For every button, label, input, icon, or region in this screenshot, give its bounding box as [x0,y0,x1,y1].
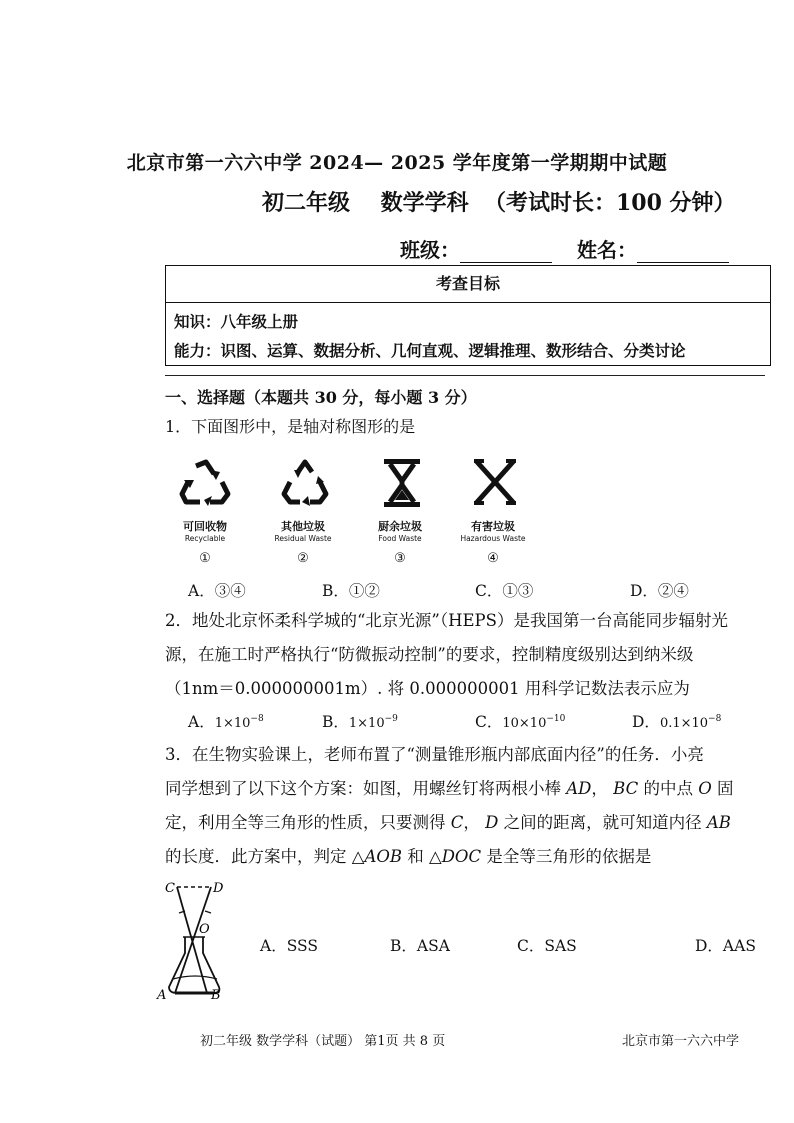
hazard-cross-icon [472,457,518,507]
student-info-fields [400,234,747,263]
q3-option-b[interactable]: B．ASA [390,937,450,955]
recycle-icon [178,458,234,508]
q1-option-b[interactable]: B．①② [322,582,380,600]
label-d: D [213,881,224,896]
q3-option-d[interactable]: D．AAS [695,937,756,955]
section-divider [165,375,765,376]
q1-stem: 1．下面图形中，是轴对称图形的是 [165,417,416,436]
class-label: 班级： [400,238,460,262]
name-blank [637,242,729,263]
q2-option-c[interactable]: C．$10\times 10^{-10}$ [475,713,566,731]
flask-figure [155,875,235,1005]
q1-option-c[interactable]: C．①③ [475,582,534,600]
q2-stem: 2．地处北京怀柔科学城的“北京光源”（HEPS）是我国第一台高能同步辐射光 源，在施工时严格执行“防微振动控制”的要求，控制精度级别达到纳米级 （1nm＝0.000000001m）. 将 0.000000001 用科学记数法表示应为 [165,611,728,698]
exam-subtitle: 初二年级 数学学科 （考试时长：100 分钟） [262,190,736,216]
arrows-triangle-icon [280,458,330,508]
goals-knowledge: 知识：八年级上册 [174,312,299,331]
q1-icon4-caption: 有害垃圾 Hazardous Waste ④ [460,520,526,566]
footer-left: 初二年级 数学学科（试题） 第1页 共 8 页 [200,1034,446,1049]
q3-option-a[interactable]: A．SSS [260,937,319,955]
q1-option-a[interactable]: A．③④ [188,582,246,600]
name-label: 姓名： [576,238,637,262]
q1-icon3-caption: 厨余垃圾 Food Waste ③ [378,520,422,566]
q2-option-b[interactable]: B．$1\times 10^{-9}$ [322,713,398,731]
label-a: A [157,988,167,1003]
q1-icon1-caption: 可回收物 Recyclable ① [183,520,227,566]
q1-icon2-caption: 其他垃圾 Residual Waste ② [274,520,332,566]
label-o: O [199,922,210,937]
section1-title: 一、选择题（本题共 30 分，每小题 3 分） [165,388,477,407]
goals-ability: 能力：识图、运算、数据分析、几何直观、逻辑推理、数形结合、分类讨论 [174,341,686,360]
label-b: B [211,988,221,1003]
q1-icon-row [160,455,560,575]
hourglass-icon [382,457,422,509]
q3-option-c[interactable]: C．SAS [517,937,577,955]
goals-heading: 考查目标 [166,266,770,303]
q2-option-a[interactable]: A．$1\times 10^{-8}$ [188,713,264,731]
q2-option-d[interactable]: D．$0.1\times 10^{-8}$ [632,713,722,731]
q1-option-d[interactable]: D．②④ [630,582,689,600]
footer-right: 北京市第一六六中学 [622,1034,740,1049]
exam-goals-box [165,265,771,366]
class-blank [460,242,552,263]
label-c: C [165,881,175,896]
exam-title: 北京市第一六六中学 2024— 2025 学年度第一学期期中试题 [126,152,668,174]
q3-stem: 3．在生物实验课上，老师布置了“测量锥形瓶内部底面内径”的任务．小亮 同学想到了以下这个方案：如图，用螺丝钉将两根小棒 AD， BC 的中点 O 固 定，利用全等三角形的性质，只要测得 C， D 之间的距离，就可知道内径 AB 的长度．此方案中，判定 △AOB 和 △DOC 是全等三角形的依据是 [165,745,734,866]
